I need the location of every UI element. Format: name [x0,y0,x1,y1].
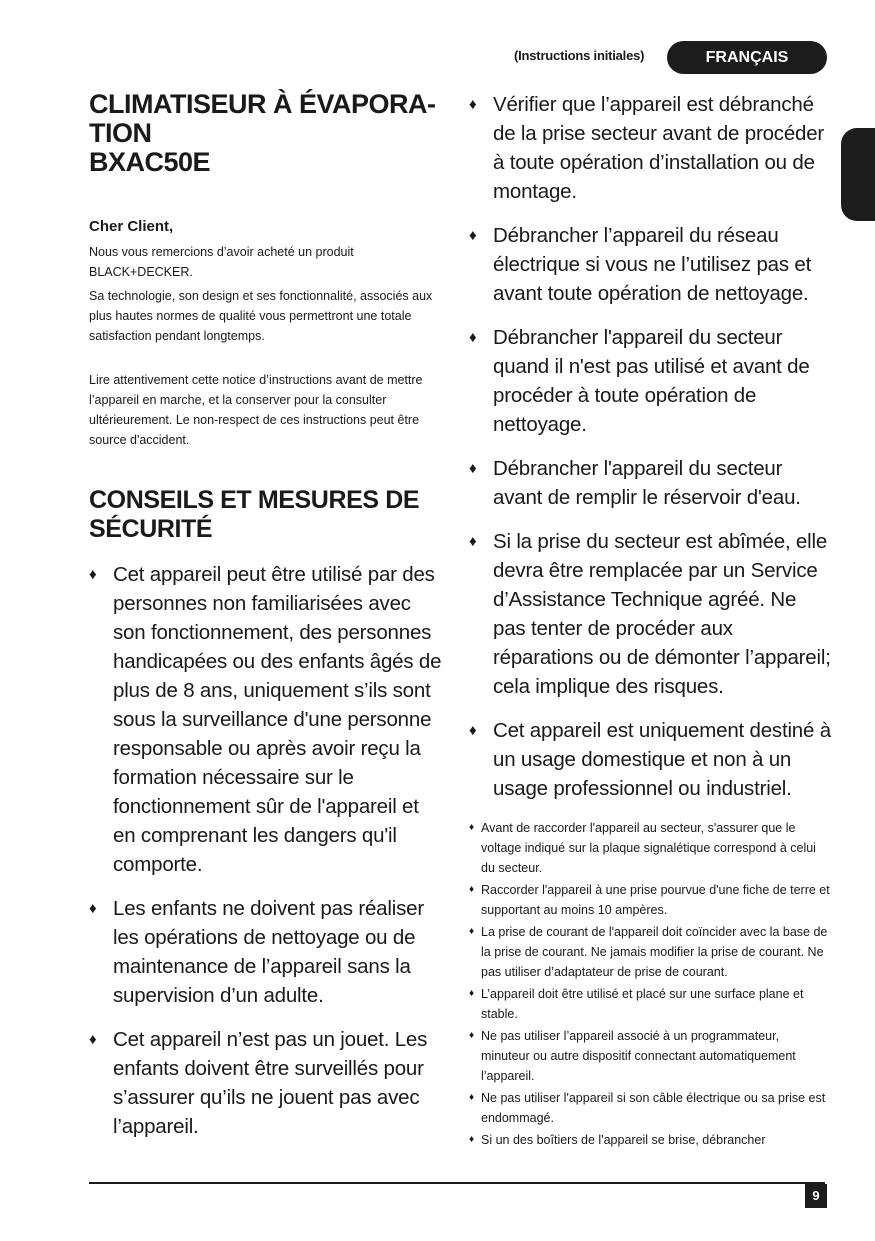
small-safety-item [469,922,831,982]
safety-item-text: Cet appareil peut être utilisé par des personnes non familiarisées avec son fonctionnement, des personnes handicapées ou des enfants âgés de plus de 8 ans, uniquement s’ils sont sous la surveillance d'une personne responsable ou après avoir reçu la formation nécessaire sur le fonctionnement sûr de l'appareil et en comprenant les dangers qu'il comporte. [113,563,442,876]
left-column [89,90,445,1156]
small-safety-item-text: La prise de courant de l'appareil doit coïncider avec la base de la prise de courant. Ne jamais modifier la prise de courant. Ne pas utiliser d’adaptateur de prise de courant. [481,925,828,979]
safety-item [469,454,831,512]
safety-heading [89,486,445,544]
small-safety-item-text: Ne pas utiliser l'appareil si son câble électrique ou sa prise est endommagé. [481,1091,826,1125]
small-safety-item [469,880,831,920]
safety-item-text: Débrancher l'appareil du secteur avant de remplir le réservoir d'eau. [493,457,801,509]
diamond-bullet-icon: ♦ [469,96,477,113]
safety-item [89,894,445,1010]
safety-list-small [469,818,831,1150]
safety-item-text: Débrancher l'appareil du secteur quand il n'est pas utilisé et avant de procéder à toute opération de nettoyage. [493,326,810,436]
safety-item-text: Cet appareil est uniquement destiné à un usage domestique et non à un usage professionnel ou industriel. [493,719,831,800]
safety-item-text: Si la prise du secteur est abîmée, elle devra être remplacée par un Service d’Assistance Technique agréé. Ne pas tenter de procéder aux réparations ou de démonter l’appareil; cela implique des risques. [493,530,831,698]
small-safety-item [469,1130,831,1150]
safety-item [469,527,831,701]
diamond-bullet-icon: ♦ [469,884,475,895]
diamond-bullet-icon: ♦ [469,1030,475,1041]
safety-list-left [89,560,445,1141]
safety-item [89,1025,445,1141]
small-safety-item [469,818,831,878]
diamond-bullet-icon: ♦ [469,722,477,739]
safety-item [469,90,831,206]
diamond-bullet-icon: ♦ [469,822,475,833]
safety-item-text: Les enfants ne doivent pas réaliser les opérations de nettoyage ou de maintenance de l’appareil sans la supervision d’un adulte. [113,897,424,1007]
document-title [89,90,445,177]
safety-item-text: Cet appareil n’est pas un jouet. Les enfants doivent être surveillés pour s’assurer qu’ils ne jouent pas avec l’appareil. [113,1028,428,1138]
diamond-bullet-icon: ♦ [469,533,477,550]
title-model: BXAC50E [89,147,211,177]
safety-item [89,560,445,879]
small-safety-item-text: Ne pas utiliser l’appareil associé à un programmateur, minuteur ou autre dispositif connectant automatiquement l’appareil. [481,1029,796,1083]
diamond-bullet-icon: ♦ [469,988,475,999]
language-badge: FRANÇAIS [667,41,827,74]
diamond-bullet-icon: ♦ [469,329,477,346]
small-safety-item [469,1026,831,1086]
language-side-tab [841,128,875,221]
intro-paragraph: Sa technologie, son design et ses fonctionnalité, associés aux plus hautes normes de qualité vous permettront une totale satisfaction pendant longtemps. [89,289,433,343]
intro-paragraph: Nous vous remercions d’avoir acheté un produit BLACK+DECKER. [89,245,354,279]
heading-line: SÉCURITÉ [89,515,213,543]
safety-item [469,221,831,308]
safety-list-right [469,90,831,803]
diamond-bullet-icon: ♦ [469,1134,475,1145]
footer-divider [89,1182,825,1184]
small-safety-item-text: Si un des boîtiers de l'appareil se brise, débrancher [481,1133,766,1147]
small-safety-item [469,984,831,1024]
page-number: 9 [805,1184,827,1208]
intro-warning-paragraph: Lire attentivement cette notice d’instructions avant de mettre l’appareil en marche, et la conserver pour la consulter ultérieurement. Le non-respect de ces instructions peut être source d'accident. [89,373,423,447]
diamond-bullet-icon: ♦ [469,1092,475,1103]
small-safety-item-text: Avant de raccorder l'appareil au secteur, s'assurer que le voltage indiqué sur la plaque signalétique correspond à celui du secteur. [481,821,816,875]
diamond-bullet-icon: ♦ [89,900,97,917]
diamond-bullet-icon: ♦ [469,926,475,937]
safety-item [469,716,831,803]
diamond-bullet-icon: ♦ [469,227,477,244]
safety-item-text: Vérifier que l’appareil est débranché de la prise secteur avant de procéder à toute opération d’installation ou de montage. [493,93,825,203]
heading-line: CONSEILS ET MESURES DE [89,486,420,514]
title-line: TION [89,118,152,148]
right-column [469,90,831,1152]
small-safety-item-text: Raccorder l'appareil à une prise pourvue d'une fiche de terre et supportant au moins 10 ampères. [481,883,830,917]
title-line: CLIMATISEUR À ÉVAPORA- [89,89,436,119]
safety-item [469,323,831,439]
header-subtitle: (Instructions initiales) [514,48,645,63]
safety-item-text: Débrancher l’appareil du réseau électrique si vous ne l’utilisez pas et avant toute opération de nettoyage. [493,224,812,305]
diamond-bullet-icon: ♦ [89,566,97,583]
small-safety-item [469,1088,831,1128]
greeting: Cher Client, [89,218,174,235]
small-safety-item-text: L’appareil doit être utilisé et placé sur une surface plane et stable. [481,987,804,1021]
diamond-bullet-icon: ♦ [469,460,477,477]
diamond-bullet-icon: ♦ [89,1031,97,1048]
